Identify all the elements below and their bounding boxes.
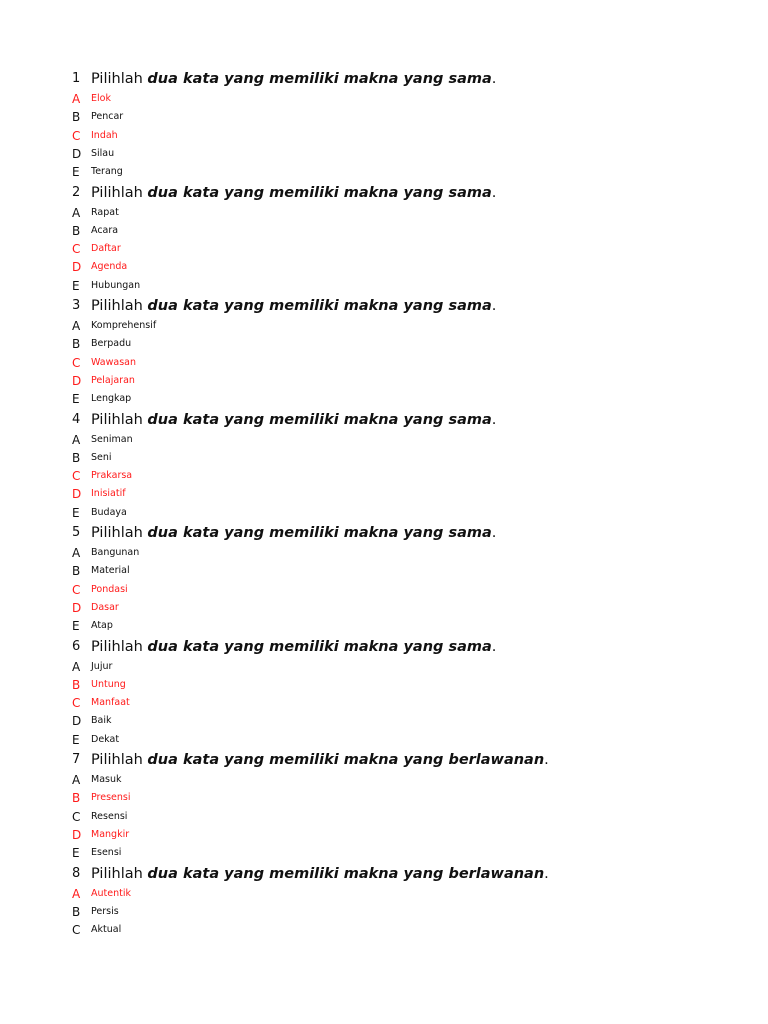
question-line [0, 68, 768, 90]
question-number: 3 [72, 298, 81, 313]
option-text: Pondasi [91, 583, 128, 595]
option-letter: B [72, 791, 81, 806]
option-letter: A [72, 319, 81, 333]
answer-option [0, 222, 768, 240]
question-suffix: . [544, 865, 549, 882]
question-suffix: . [544, 752, 549, 768]
option-letter: A [72, 886, 81, 901]
option-letter: C [72, 469, 81, 484]
option-text: Elok [91, 93, 111, 104]
question-prefix: Pilihlah [91, 865, 148, 882]
option-text: Komprehensif [91, 320, 157, 331]
option-letter: C [72, 696, 81, 711]
answer-option [0, 617, 768, 635]
answer-option [0, 504, 768, 522]
answer-option [0, 317, 768, 335]
question-block [0, 68, 768, 182]
option-text: Lengkap [91, 393, 132, 405]
answer-option [0, 731, 768, 749]
option-letter: B [72, 223, 81, 238]
option-letter: D [72, 146, 82, 161]
option-text: Aktual [91, 924, 122, 936]
option-letter: E [72, 278, 80, 293]
option-text: Berpadu [91, 338, 132, 350]
option-letter: B [72, 450, 81, 465]
question-number: 5 [72, 525, 81, 540]
question-prefix: Pilihlah [91, 411, 148, 428]
option-text: Dasar [91, 601, 119, 613]
question-suffix: . [491, 411, 497, 428]
question-number: 4 [72, 411, 81, 427]
question-prefix: Pilihlah [91, 298, 148, 314]
question-block [0, 295, 768, 409]
option-text: Jujur [91, 660, 113, 672]
option-letter: C [72, 355, 81, 370]
question-text [91, 863, 549, 885]
answer-option-correct [0, 372, 768, 390]
option-letter: E [72, 392, 80, 407]
answer-option-correct [0, 240, 768, 258]
answer-option-correct [0, 885, 768, 903]
answer-option-correct [0, 127, 768, 145]
question-number: 6 [72, 638, 81, 654]
question-line [0, 409, 768, 431]
question-suffix: . [491, 184, 497, 201]
answer-option [0, 544, 768, 562]
answer-option [0, 431, 768, 449]
answer-option [0, 204, 768, 222]
question-line [0, 636, 768, 658]
option-letter: C [72, 923, 81, 938]
question-emphasis: dua kata yang memiliki makna yang sama [147, 184, 492, 201]
question-emphasis: dua kata yang memiliki makna yang berlawanan [147, 752, 545, 768]
option-letter: B [72, 904, 81, 919]
option-text: Prakarsa [91, 470, 133, 482]
answer-option-correct [0, 485, 768, 503]
question-suffix: . [491, 525, 497, 541]
question-line [0, 863, 768, 885]
answer-option [0, 449, 768, 467]
answer-option-correct [0, 676, 768, 694]
answer-option-correct [0, 599, 768, 617]
question-number: 2 [72, 184, 81, 200]
option-letter: E [72, 846, 80, 861]
answer-option-correct [0, 789, 768, 807]
option-letter: C [72, 582, 81, 597]
question-emphasis: dua kata yang memiliki makna yang berlawanan [147, 865, 545, 882]
question-prefix: Pilihlah [91, 184, 148, 201]
question-emphasis: dua kata yang memiliki makna yang sama [147, 411, 492, 428]
answer-option-correct [0, 694, 768, 712]
option-text: Bangunan [91, 547, 140, 558]
question-emphasis: dua kata yang memiliki makna yang sama [147, 71, 492, 87]
option-letter: B [72, 337, 81, 352]
question-suffix: . [491, 638, 497, 655]
answer-option [0, 712, 768, 730]
option-text: Autentik [91, 887, 131, 899]
option-text: Masuk [91, 774, 122, 785]
option-text: Daftar [91, 243, 121, 255]
option-text: Esensi [91, 847, 122, 859]
option-letter: E [72, 619, 80, 634]
answer-option [0, 771, 768, 789]
option-text: Hubungan [91, 279, 141, 291]
answer-option [0, 562, 768, 580]
answer-option-correct [0, 826, 768, 844]
question-suffix: . [491, 71, 497, 87]
option-letter: D [72, 487, 82, 502]
option-letter: E [72, 165, 80, 180]
option-text: Wawasan [91, 356, 136, 368]
question-text [91, 409, 496, 431]
question-number: 7 [72, 752, 81, 767]
option-text: Indah [91, 129, 118, 141]
question-text [91, 636, 496, 658]
option-text: Atap [91, 620, 113, 632]
question-block [0, 409, 768, 523]
answer-option [0, 844, 768, 862]
option-text: Rapat [91, 206, 119, 218]
option-letter: C [72, 128, 81, 143]
option-text: Material [91, 565, 130, 577]
answer-option [0, 390, 768, 408]
answer-option [0, 108, 768, 126]
answer-option-correct [0, 90, 768, 108]
option-letter: A [72, 205, 81, 220]
option-text: Persis [91, 905, 119, 917]
answer-option [0, 903, 768, 921]
option-text: Budaya [91, 506, 127, 518]
answer-option [0, 658, 768, 676]
question-block [0, 522, 768, 636]
question-emphasis: dua kata yang memiliki makna yang sama [147, 638, 492, 655]
option-letter: C [72, 242, 81, 257]
question-text [91, 295, 496, 317]
option-letter: D [72, 714, 82, 729]
option-letter: A [72, 92, 81, 106]
question-prefix: Pilihlah [91, 752, 148, 768]
question-text [91, 749, 549, 771]
answer-option-correct [0, 354, 768, 372]
question-prefix: Pilihlah [91, 638, 148, 655]
option-text: Seni [91, 451, 112, 463]
question-block [0, 182, 768, 296]
question-line [0, 295, 768, 317]
question-number: 8 [72, 865, 81, 881]
option-text: Pencar [91, 111, 124, 123]
question-text [91, 522, 496, 544]
question-prefix: Pilihlah [91, 71, 148, 87]
option-letter: D [72, 827, 82, 842]
option-text: Resensi [91, 810, 128, 822]
option-text: Dekat [91, 733, 120, 745]
question-block [0, 636, 768, 750]
option-letter: A [72, 546, 81, 560]
answer-option-correct [0, 258, 768, 276]
option-text: Acara [91, 224, 119, 236]
question-text [91, 68, 496, 90]
option-text: Pelajaran [91, 374, 135, 386]
option-letter: C [72, 809, 81, 824]
question-line [0, 522, 768, 544]
answer-option [0, 808, 768, 826]
question-block [0, 863, 768, 977]
option-letter: A [72, 773, 81, 787]
question-block [0, 749, 768, 863]
question-line [0, 182, 768, 204]
answer-option-correct [0, 467, 768, 485]
option-text: Silau [91, 147, 115, 159]
answer-option [0, 921, 768, 939]
option-text: Agenda [91, 261, 128, 273]
answer-option [0, 335, 768, 353]
option-letter: A [72, 432, 81, 447]
question-suffix: . [491, 298, 497, 314]
option-text: Presensi [91, 792, 131, 804]
option-letter: E [72, 732, 80, 747]
option-letter: B [72, 677, 81, 692]
option-letter: E [72, 505, 80, 520]
question-prefix: Pilihlah [91, 525, 148, 541]
question-line [0, 749, 768, 771]
option-letter: A [72, 659, 81, 674]
option-letter: B [72, 564, 81, 579]
option-letter: B [72, 110, 81, 125]
question-number: 1 [72, 71, 81, 86]
option-text: Manfaat [91, 697, 130, 709]
option-text: Baik [91, 715, 112, 727]
option-text: Inisiatif [91, 488, 126, 500]
option-text: Seniman [91, 433, 133, 445]
question-emphasis: dua kata yang memiliki makna yang sama [147, 298, 492, 314]
quiz-document [0, 68, 768, 976]
option-letter: D [72, 260, 82, 275]
answer-option-correct [0, 581, 768, 599]
option-text: Terang [91, 166, 123, 178]
answer-option [0, 277, 768, 295]
answer-option [0, 145, 768, 163]
question-emphasis: dua kata yang memiliki makna yang sama [147, 525, 492, 541]
option-letter: D [72, 373, 82, 388]
option-letter: D [72, 600, 82, 615]
option-text: Untung [91, 678, 126, 690]
question-text [91, 182, 496, 204]
option-text: Mangkir [91, 828, 130, 840]
answer-option [0, 163, 768, 181]
